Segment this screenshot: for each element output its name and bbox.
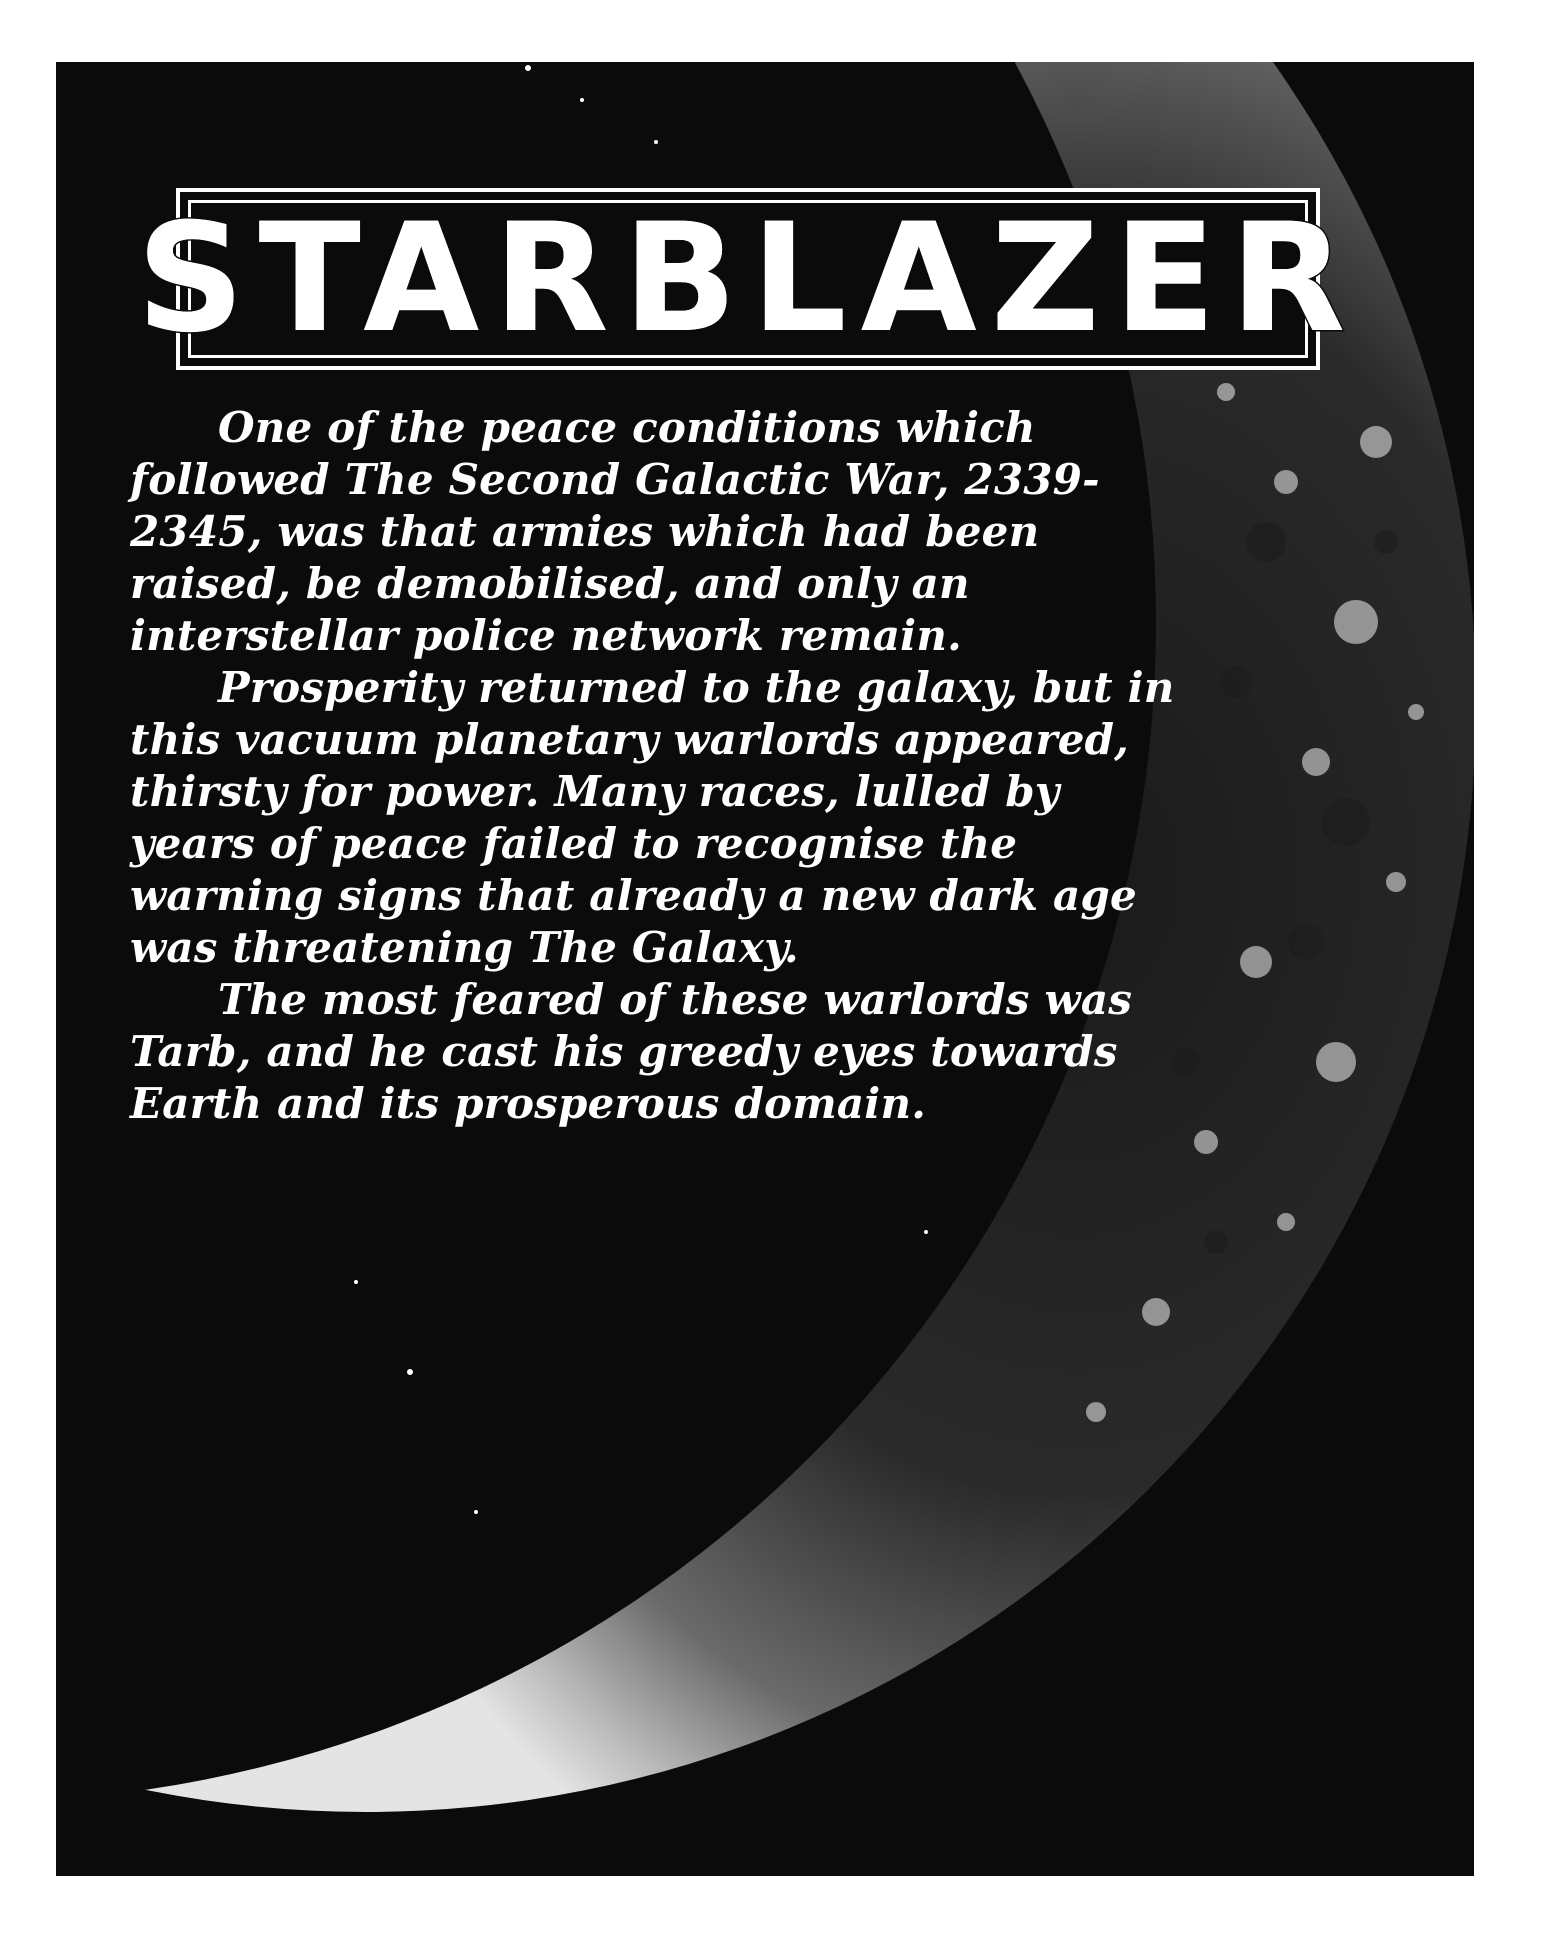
logo-banner: [136, 188, 1360, 370]
intro-paragraph-2: Prosperity returned to the galaxy, but in this vacuum planetary warlords appeared, thirsty for power. Many races, lulled by years of peace failed to recognise the warning signs that already a new dark age was threatening The Galaxy.: [130, 663, 1175, 972]
intro-paragraph-3: The most feared of these warlords was Tarb, and he cast his greedy eyes towards Earth and its prosperous domain.: [130, 975, 1133, 1128]
intro-paragraph-1: One of the peace conditions which followed The Second Galactic War, 2339-2345, was that armies which had been raised, be demobilised, and only an interstellar police network remain.: [130, 403, 1100, 660]
space-panel: [56, 62, 1474, 1876]
intro-text: [130, 402, 1190, 1130]
logo-title: STARBLAZER: [136, 192, 1360, 366]
